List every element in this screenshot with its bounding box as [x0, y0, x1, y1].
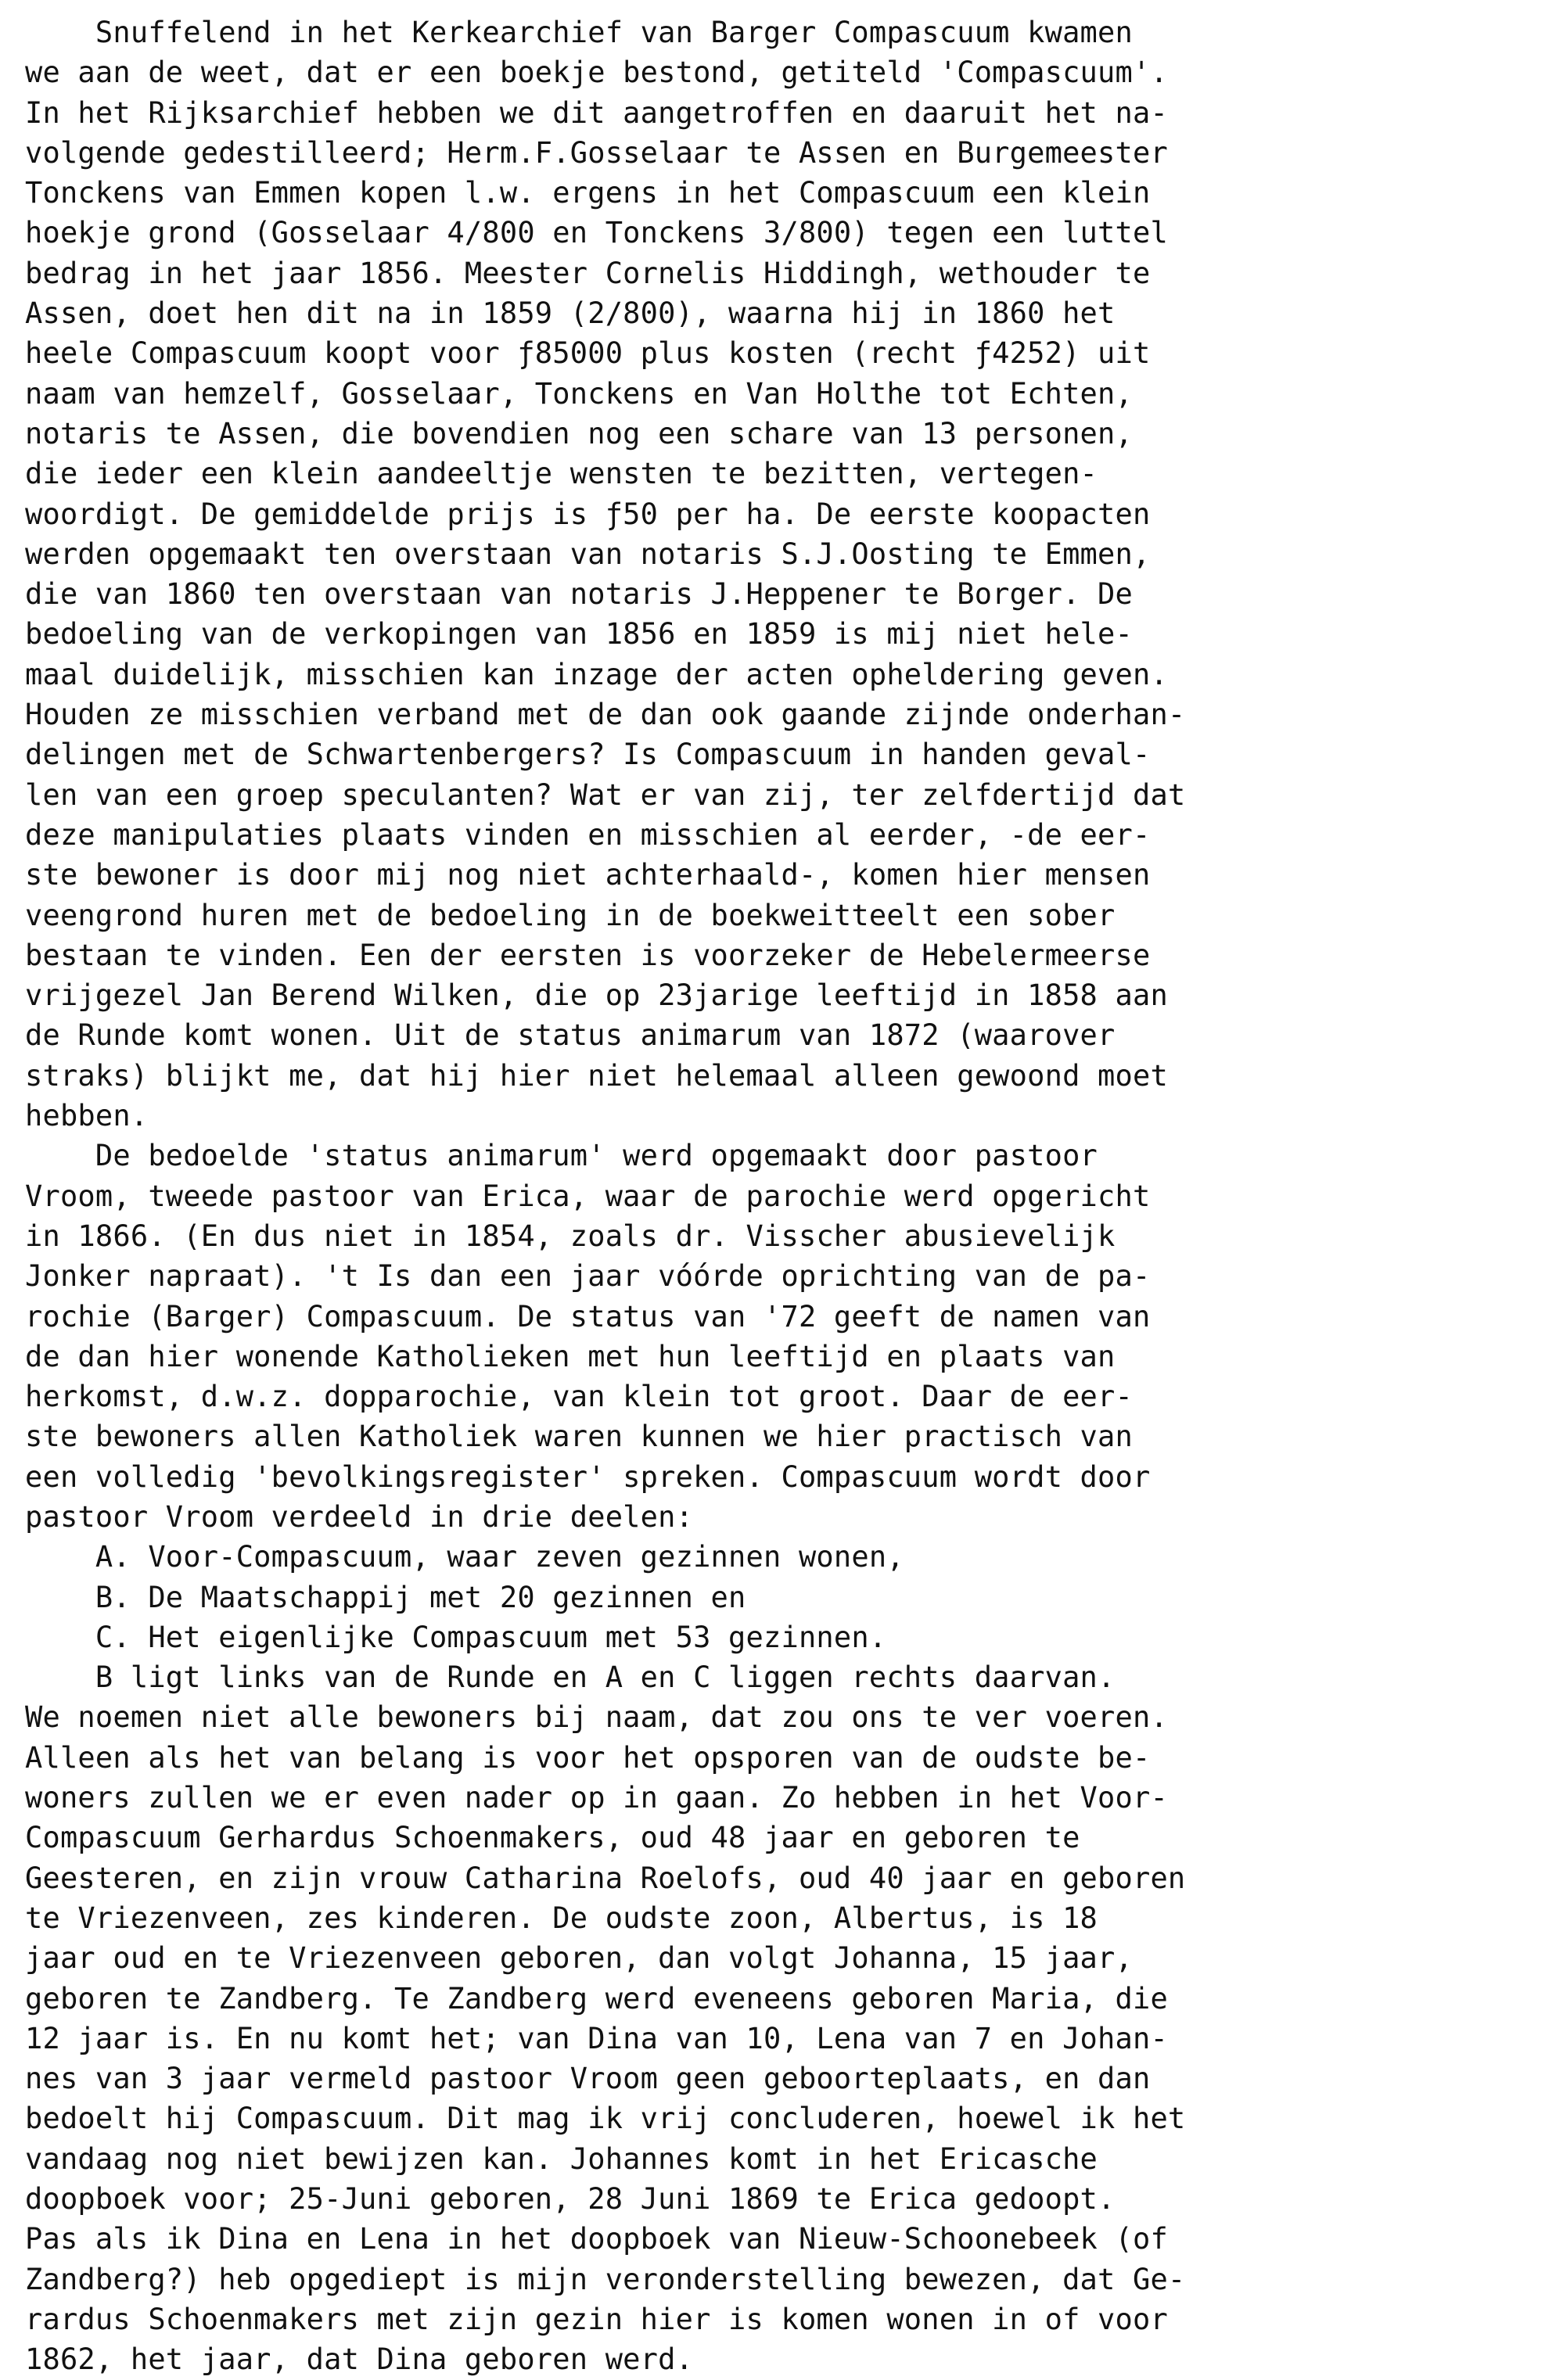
text-line: die ieder een klein aandeeltje wensten te bezitten, vertegen-: [25, 457, 1098, 491]
text-line: rochie (Barger) Compascuum. De status van '72 geeft de namen van: [25, 1299, 1151, 1334]
text-line: Houden ze misschien verband met de dan ook gaande zijnde onderhan-: [25, 698, 1186, 732]
document-page: [25, 13, 1550, 2380]
text-line: heele Compascuum koopt voor ƒ85000 plus kosten (recht ƒ4252) uit: [25, 336, 1151, 371]
text-line: vandaag nog niet bewijzen kan. Johannes komt in het Ericasche: [25, 2141, 1098, 2176]
text-line: ste bewoner is door mij nog niet achterhaald-, komen hier mensen: [25, 858, 1151, 892]
text-line: Assen, doet hen dit na in 1859 (2/800), waarna hij in 1860 het: [25, 296, 1116, 331]
text-line: doopboek voor; 25-Juni geboren, 28 Juni 1869 te Erica gedoopt.: [25, 2182, 1116, 2217]
text-line: bedoeling van de verkopingen van 1856 en 1859 is mij niet hele-: [25, 617, 1133, 652]
text-line: B. De Maatschappij met 20 gezinnen en: [25, 1580, 746, 1614]
text-line: Geesteren, en zijn vrouw Catharina Roelofs, oud 40 jaar en geboren: [25, 1861, 1186, 1895]
text-line: bestaan te vinden. Een der eersten is voorzeker de Hebelermeerse: [25, 938, 1151, 972]
text-line: 12 jaar is. En nu komt het; van Dina van 10, Lena van 7 en Johan-: [25, 2021, 1168, 2055]
text-line: len van een groep speculanten? Wat er van zij, ter zelfdertijd dat: [25, 777, 1186, 812]
text-line: geboren te Zandberg. Te Zandberg werd eveneens geboren Maria, die: [25, 1981, 1168, 2016]
text-line: hoekje grond (Gosselaar 4/800 en Tonckens 3/800) tegen een luttel: [25, 216, 1168, 250]
text-line: de dan hier wonende Katholieken met hun leeftijd en plaats van: [25, 1339, 1116, 1373]
text-line: De bedoelde 'status animarum' werd opgemaakt door pastoor: [25, 1139, 1098, 1173]
text-line: die van 1860 ten overstaan van notaris J.Heppener te Borger. De: [25, 577, 1133, 612]
text-line: Compascuum Gerhardus Schoenmakers, oud 48 jaar en geboren te: [25, 1821, 1080, 1855]
text-line: Vroom, tweede pastoor van Erica, waar de parochie werd opgericht: [25, 1179, 1151, 1213]
text-line: straks) blijkt me, dat hij hier niet helemaal alleen gewoond moet: [25, 1058, 1168, 1093]
text-line: C. Het eigenlijke Compascuum met 53 gezinnen.: [25, 1620, 887, 1654]
text-line: Tonckens van Emmen kopen l.w. ergens in het Compascuum een klein: [25, 176, 1151, 210]
text-line: jaar oud en te Vriezenveen geboren, dan volgt Johanna, 15 jaar,: [25, 1941, 1133, 1976]
text-line: ste bewoners allen Katholiek waren kunnen we hier practisch van: [25, 1420, 1133, 1454]
text-line: veengrond huren met de bedoeling in de boekweitteelt een sober: [25, 898, 1116, 932]
text-line: herkomst, d.w.z. dopparochie, van klein tot groot. Daar de eer-: [25, 1380, 1133, 1414]
text-line: notaris te Assen, die bovendien nog een schare van 13 personen,: [25, 416, 1133, 451]
text-line: Zandberg?) heb opgediept is mijn veronderstelling bewezen, dat Ge-: [25, 2262, 1186, 2296]
text-line: delingen met de Schwartenbergers? Is Compascuum in handen geval-: [25, 738, 1151, 772]
text-line: naam van hemzelf, Gosselaar, Tonckens en Van Holthe tot Echten,: [25, 376, 1133, 411]
text-line: hebben.: [25, 1099, 149, 1133]
text-line: deze manipulaties plaats vinden en misschien al eerder, -de eer-: [25, 817, 1151, 852]
text-line: nes van 3 jaar vermeld pastoor Vroom geen geboorteplaats, en dan: [25, 2062, 1151, 2096]
text-line: een volledig 'bevolkingsregister' spreken. Compascuum wordt door: [25, 1459, 1151, 1494]
text-line: Pas als ik Dina en Lena in het doopboek van Nieuw-Schoonebeek (of: [25, 2222, 1168, 2256]
text-line: in 1866. (En dus niet in 1854, zoals dr. Visscher abusievelijk: [25, 1219, 1116, 1253]
text-line: woordigt. De gemiddelde prijs is ƒ50 per ha. De eerste koopacten: [25, 497, 1151, 531]
text-line: Jonker napraat). 't Is dan een jaar vóórde oprichting van de pa-: [25, 1259, 1151, 1294]
text-line: We noemen niet alle bewoners bij naam, dat zou ons te ver voeren.: [25, 1700, 1168, 1735]
text-line: A. Voor-Compascuum, waar zeven gezinnen wonen,: [25, 1540, 904, 1574]
text-line: rardus Schoenmakers met zijn gezin hier is komen wonen in of voor: [25, 2302, 1168, 2336]
text-line: maal duidelijk, misschien kan inzage der acten opheldering geven.: [25, 657, 1168, 691]
text-line: woners zullen we er even nader op in gaan. Zo hebben in het Voor-: [25, 1781, 1168, 1815]
text-line: volgende gedestilleerd; Herm.F.Gosselaar te Assen en Burgemeester: [25, 135, 1168, 170]
text-line: werden opgemaakt ten overstaan van notaris S.J.Oosting te Emmen,: [25, 537, 1151, 571]
text-line: te Vriezenveen, zes kinderen. De oudste zoon, Albertus, is 18: [25, 1901, 1098, 1935]
text-line: de Runde komt wonen. Uit de status animarum van 1872 (waarover: [25, 1018, 1116, 1053]
text-line: B ligt links van de Runde en A en C liggen rechts daarvan.: [25, 1660, 1116, 1695]
text-line: bedrag in het jaar 1856. Meester Cornelis Hiddingh, wethouder te: [25, 256, 1151, 290]
text-line: In het Rijksarchief hebben we dit aangetroffen en daaruit het na-: [25, 95, 1168, 130]
text-line: 1862, het jaar, dat Dina geboren werd.: [25, 2342, 694, 2377]
text-line: pastoor Vroom verdeeld in drie deelen:: [25, 1499, 694, 1534]
text-line: Alleen als het van belang is voor het opsporen van de oudste be-: [25, 1740, 1151, 1775]
text-line: we aan de weet, dat er een boekje bestond, getiteld 'Compascuum'.: [25, 56, 1168, 90]
text-line: Snuffelend in het Kerkearchief van Barger Compascuum kwamen: [25, 16, 1133, 49]
text-line: vrijgezel Jan Berend Wilken, die op 23jarige leeftijd in 1858 aan: [25, 978, 1168, 1013]
text-line: bedoelt hij Compascuum. Dit mag ik vrij concluderen, hoewel ik het: [25, 2102, 1186, 2136]
